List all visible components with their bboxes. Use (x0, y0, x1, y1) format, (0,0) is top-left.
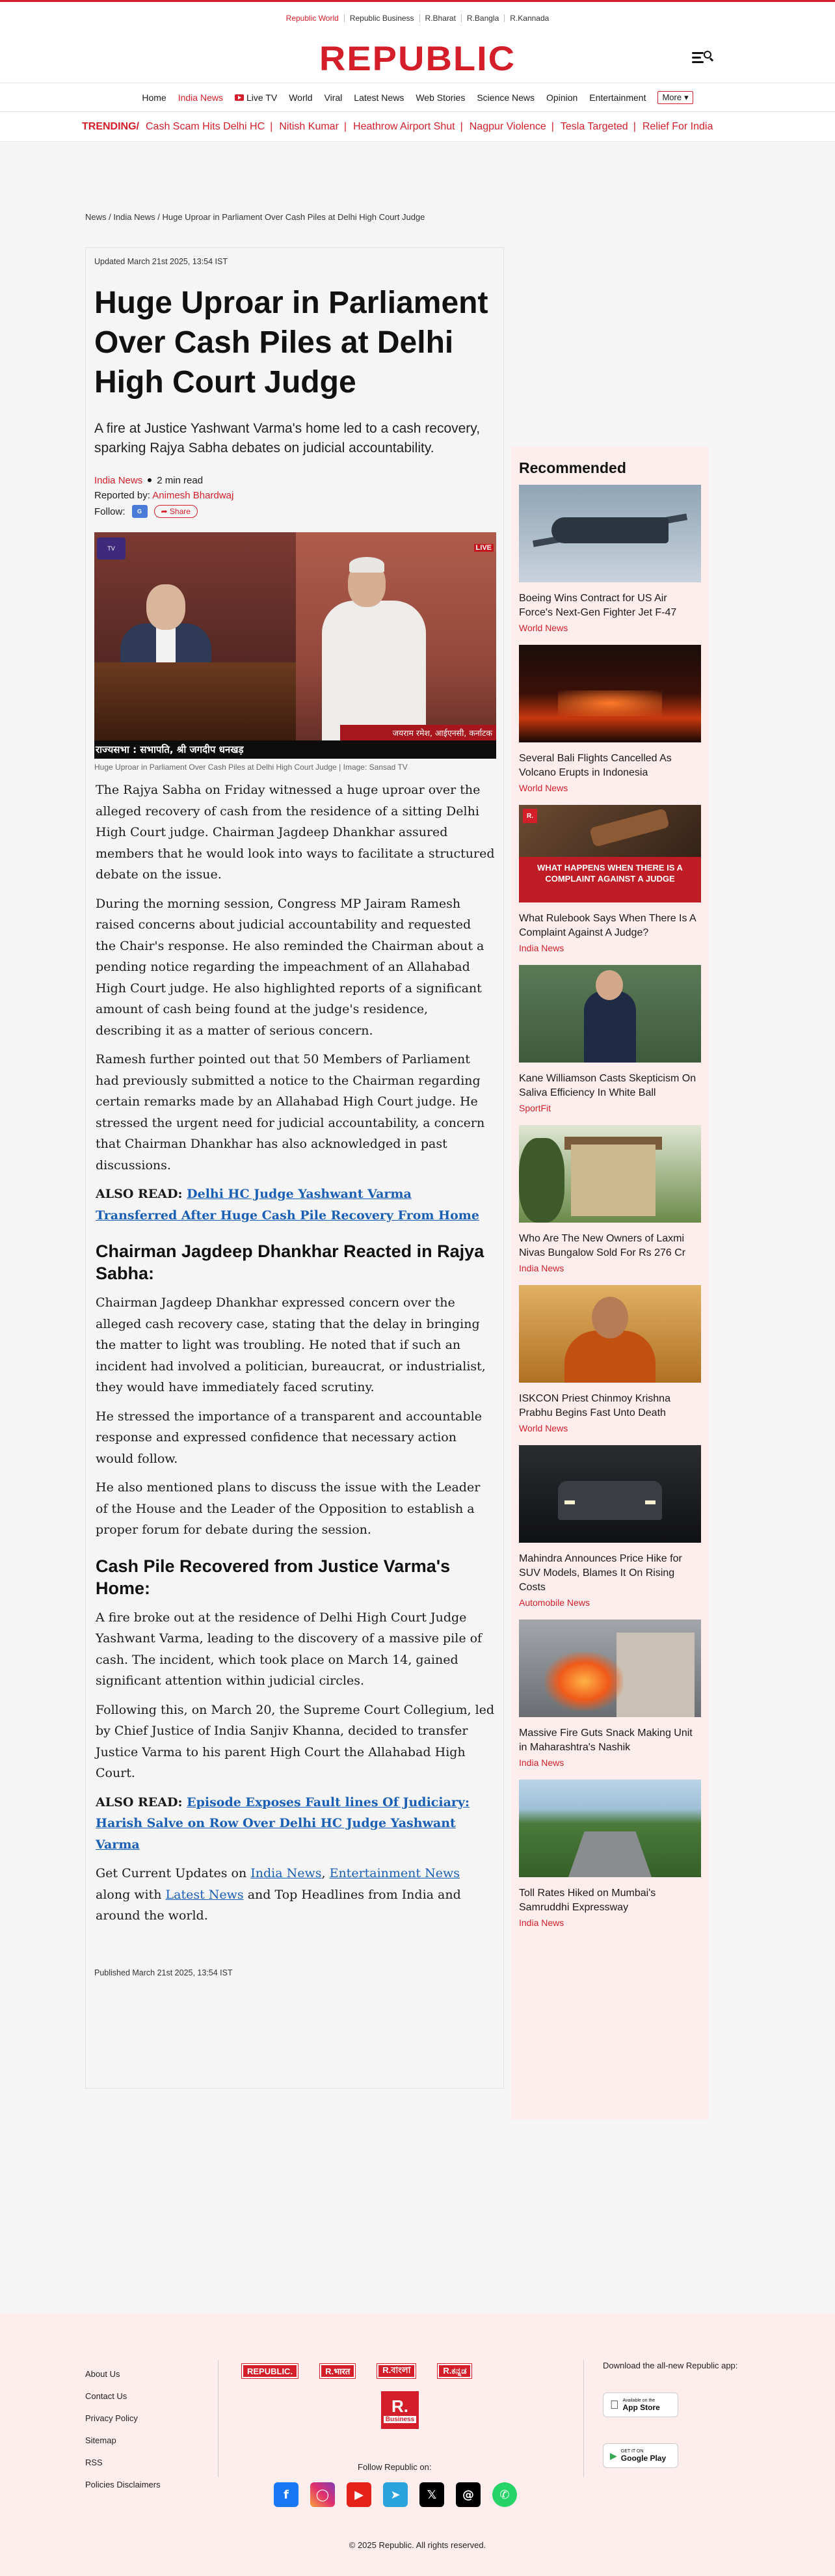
footer-links (85, 2369, 161, 2502)
trending-bar: TRENDING/ Cash Scam Hits Delhi HC | Nitish Kumar | Heathrow Airport Shut | Nagpur Violence | Tesla Targeted | Relief For India (0, 112, 835, 142)
hero-lower-third: राज्यसभा : सभापति, श्री जगदीप धनखड़ (96, 744, 244, 755)
also-read (96, 1792, 495, 1856)
author-link[interactable]: Animesh Bhardwaj (152, 490, 234, 501)
brand-logo-business[interactable] (381, 2391, 419, 2429)
nav-live-tv-label: Live TV (246, 92, 278, 103)
closing-text: along with (96, 1887, 162, 1902)
follow-label: Follow: (94, 506, 126, 517)
menu-search-icon[interactable] (692, 49, 711, 66)
share-label: Share (169, 507, 191, 516)
x-icon[interactable]: 𝕏 (419, 2482, 444, 2507)
recommended-category[interactable]: India News (519, 1918, 564, 1928)
sidebar-title: Recommended (519, 459, 626, 476)
network-links-bar (0, 0, 835, 34)
thumbnail-text: WHAT HAPPENS WHEN THERE IS A COMPLAINT AGAINST A JUDGE (537, 863, 683, 884)
trending-item[interactable]: Tesla Targeted (560, 120, 628, 132)
trending-item[interactable]: Heathrow Airport Shut (353, 120, 455, 132)
nav-more-label: More (662, 92, 682, 102)
section-heading: Chairman Jagdeep Dhankhar Reacted in Rajya Sabha: (96, 1241, 484, 1283)
paragraph: During the morning session, Congress MP Jairam Ramesh raised concerns about judicial accountability and requested the Chair's response. He also reminded the Chairman about a pending notice regarding the impeachment of an Allahabad High Court judge. He also highlighted reports of a significant amount of cash being found at the judge's residence, describing it as a matter of serious concern. (96, 896, 484, 1038)
copyright: © 2025 Republic. All rights reserved. (349, 2540, 486, 2550)
recommended-thumbnail (519, 1285, 701, 1383)
brand-logo-republic[interactable]: REPUBLIC. (242, 2364, 298, 2378)
trending-item[interactable]: Nagpur Violence (469, 120, 546, 132)
nav-viral[interactable]: Viral (324, 92, 343, 103)
live-tv-icon (235, 94, 244, 101)
google-play-small: GET IT ON (620, 2448, 644, 2454)
paragraph: Ramesh further pointed out that 50 Members of Parliament had previously submitted a notice to the Chairman regarding certain remarks made by an Allahabad High Court judge. He stressed the urgent need for judicial accountability, a concern that Chairman Dhankhar has also acknowledged in past discussions. (96, 1052, 485, 1173)
published-timestamp: Published March 21st 2025, 13:54 IST (94, 1968, 233, 1977)
recommended-thumbnail (519, 1445, 701, 1543)
also-read-label: ALSO READ: (96, 1187, 183, 1201)
reported-by-label: Reported by: (94, 490, 150, 501)
image-caption: Huge Uproar in Parliament Over Cash Piles at Delhi High Court Judge | Image: Sansad TV (94, 763, 408, 772)
recommended-item[interactable] (519, 1125, 701, 1273)
network-link-republic-world[interactable]: Republic World (281, 14, 345, 22)
article-headline: Huge Uproar in Parliament Over Cash Piles at Delhi High Court Judge (94, 286, 488, 400)
recommended-title[interactable]: Massive Fire Guts Snack Making Unit in Maharashtra's Nashik (519, 1728, 693, 1753)
footer-link-policies[interactable]: Policies Disclaimers (85, 2480, 161, 2489)
brand-logos (242, 2364, 471, 2378)
paragraph: A fire broke out at the residence of Delhi High Court Judge Yashwant Varma, leading to the discovery of a massive pile of cash. The incident, which took place on March 14, gained significant attention within judicial circles. (96, 1610, 483, 1688)
recommended-title[interactable]: Mahindra Announces Price Hike for SUV Models, Blames It On Rising Costs (519, 1553, 682, 1593)
footer-link-about[interactable]: About Us (85, 2369, 120, 2379)
recommended-item[interactable] (519, 1285, 701, 1433)
chevron-down-icon: ▾ (684, 92, 689, 102)
instagram-icon[interactable]: ◯ (310, 2482, 335, 2507)
recommended-item[interactable] (519, 485, 701, 633)
paragraph: Chairman Jagdeep Dhankhar expressed concern over the alleged cash recovery case, stating that the delay in bringing the matter to light was troubling. He noted that if such an incident had involved a politician, bureaucrat, or industrialist, they would have immediately faced scrutiny. (96, 1295, 486, 1394)
main-nav (0, 83, 835, 112)
also-read-link[interactable]: Delhi HC Judge Yashwant Varma Transferred After Huge Cash Pile Recovery From Home (96, 1187, 479, 1223)
nav-opinion[interactable]: Opinion (546, 92, 578, 103)
recommended-title[interactable]: Toll Rates Hiked on Mumbai's Samruddhi Expressway (519, 1888, 656, 1913)
article-body (94, 780, 495, 1927)
hero-name-caption: जयराम रमेश, आईएनसी, कर्नाटक (392, 728, 492, 738)
recommended-title[interactable]: Kane Williamson Casts Skepticism On Saliva Efficiency In White Ball (519, 1073, 696, 1098)
india-news-link[interactable]: India News (250, 1866, 322, 1880)
paragraph: He stressed the importance of a transparent and accountable response and expressed confidence that necessary action would follow. (96, 1409, 482, 1466)
nav-science-news[interactable]: Science News (477, 92, 535, 103)
recommended-title[interactable]: Boeing Wins Contract for US Air Force's Next-Gen Fighter Jet F-47 (519, 593, 677, 618)
trending-item[interactable]: Cash Scam Hits Delhi HC (146, 120, 265, 132)
recommended-category[interactable]: World News (519, 1423, 568, 1433)
article-card (85, 247, 504, 2089)
entertainment-news-link[interactable]: Entertainment News (329, 1866, 460, 1880)
footer-link-privacy[interactable]: Privacy Policy (85, 2413, 138, 2423)
closing-paragraph (96, 1863, 495, 1927)
paragraph: Following this, on March 20, the Supreme Court Collegium, led by Chief Justice of India Sanjiv Khanna, decided to transfer Justice Varma to his parent High Court the Allahabad High Court. (96, 1702, 495, 1780)
section-heading: Cash Pile Recovered from Justice Varma's Home: (96, 1556, 451, 1598)
nav-home[interactable]: Home (142, 92, 166, 103)
recommended-thumbnail (519, 1125, 701, 1223)
also-read-label: ALSO READ: (96, 1795, 183, 1810)
site-footer (0, 2313, 835, 2576)
google-play-big: Google Play (620, 2453, 667, 2463)
article-subtitle: A fire at Justice Yashwant Varma's home led to a cash recovery, sparking Rajya Sabha debates on judicial accountability. (94, 421, 481, 455)
recommended-title[interactable]: Who Are The New Owners of Laxmi Nivas Bungalow Sold For Rs 276 Cr (519, 1233, 686, 1258)
read-time: 2 min read (157, 475, 204, 486)
recommended-category[interactable]: India News (519, 1757, 564, 1768)
google-play-button[interactable] (603, 2443, 678, 2468)
recommended-category[interactable]: World News (519, 623, 568, 633)
recommended-category[interactable]: World News (519, 783, 568, 793)
network-link-r-kannada[interactable]: R.Kannada (510, 13, 550, 23)
paragraph: The Rajya Sabha on Friday witnessed a huge uproar over the alleged recovery of cash from the residence of a sitting Delhi High Court judge. Chairman Jagdeep Dhankhar assured members that he would look into ways to facilitate a structured debate on the issue. (96, 783, 495, 882)
recommended-sidebar (511, 446, 709, 2120)
closing-text: and Top Headlines from India and around the world. (96, 1887, 461, 1923)
recommended-category[interactable]: Automobile News (519, 1597, 590, 1608)
trending-item[interactable]: Nitish Kumar (279, 120, 339, 132)
recommended-thumbnail (519, 965, 701, 1063)
recommended-category[interactable]: India News (519, 943, 564, 953)
threads-icon[interactable]: @ (456, 2482, 481, 2507)
closing-text: Get Current Updates on (96, 1866, 247, 1880)
app-store-button[interactable] (603, 2393, 678, 2417)
recommended-thumbnail (519, 1620, 701, 1717)
footer-link-contact[interactable]: Contact Us (85, 2391, 127, 2401)
recommended-item[interactable] (519, 1445, 701, 1608)
recommended-thumbnail (519, 485, 701, 582)
footer-link-rss[interactable]: RSS (85, 2458, 103, 2467)
whatsapp-icon[interactable]: ✆ (492, 2482, 517, 2507)
article-hero-image (94, 532, 496, 759)
recommended-thumbnail (519, 645, 701, 742)
updated-timestamp: Updated March 21st 2025, 13:54 IST (94, 257, 228, 266)
site-logo[interactable]: REPUBLIC (319, 38, 516, 78)
recommended-title[interactable]: ISKCON Priest Chinmoy Krishna Prabhu Begins Fast Unto Death (519, 1393, 670, 1418)
sansad-tv-logo: TV (97, 537, 126, 560)
recommended-item[interactable] (519, 965, 701, 1113)
network-link-r-bangla[interactable]: R.Bangla (462, 14, 505, 22)
recommended-item[interactable] (519, 1780, 701, 1928)
trending-item[interactable]: Relief For India (642, 120, 713, 132)
telegram-icon[interactable]: ➤ (383, 2482, 408, 2507)
also-read-link[interactable]: Episode Exposes Fault lines Of Judiciary: Harish Salve on Row Over Delhi HC Judge Yashwant Varma (96, 1795, 470, 1852)
youtube-icon[interactable]: ▶ (347, 2482, 371, 2507)
google-play-icon: ▶ (610, 2450, 617, 2461)
social-icons (274, 2482, 517, 2507)
recommended-title[interactable]: Several Bali Flights Cancelled As Volcano Erupts in Indonesia (519, 753, 672, 778)
brand-logo-bharat[interactable]: R.भारत (320, 2364, 355, 2378)
latest-news-link[interactable]: Latest News (165, 1887, 244, 1902)
google-news-icon[interactable]: G (132, 505, 148, 518)
recommended-item[interactable] (519, 1620, 701, 1768)
trending-label: TRENDING/ (82, 120, 139, 132)
recommended-thumbnail: R. WHAT HAPPENS WHEN THERE IS A COMPLAINT AGAINST A JUDGE (519, 805, 701, 902)
app-store-big: App Store (614, 2402, 652, 2412)
nav-live-tv[interactable] (235, 92, 277, 103)
app-store-small: Available on the (614, 2398, 646, 2403)
paragraph: He also mentioned plans to discuss the issue with the Leader of the House and the Leader of the Opposition to establish a proper forum for debate during the session. (96, 1480, 481, 1537)
nav-web-stories[interactable]: Web Stories (416, 92, 466, 103)
apple-icon (610, 2398, 619, 2412)
recommended-item[interactable] (519, 645, 701, 793)
recommended-category[interactable]: India News (519, 1263, 564, 1273)
breadcrumb[interactable]: News / India News / Huge Uproar in Parliament Over Cash Piles at Delhi High Court Judge (85, 212, 425, 222)
reported-by (94, 490, 495, 501)
nav-latest-news[interactable]: Latest News (354, 92, 404, 103)
recommended-category[interactable]: SportFit (519, 1103, 551, 1113)
footer-link-sitemap[interactable]: Sitemap (85, 2435, 116, 2445)
follow-row (94, 505, 495, 518)
network-link-republic-business[interactable]: Republic Business (345, 14, 420, 22)
live-badge: LIVE (474, 544, 494, 552)
nav-world[interactable]: World (289, 92, 313, 103)
closing-sep: , (321, 1866, 326, 1880)
download-app-label: Download the all-new Republic app: (603, 2361, 738, 2370)
article-category-link[interactable]: India News (94, 475, 143, 486)
nav-entertainment[interactable]: Entertainment (589, 92, 646, 103)
article-meta (94, 475, 495, 486)
business-logo-letter: R. (391, 2396, 408, 2416)
recommended-item[interactable] (519, 805, 701, 953)
brand-logo-kannada[interactable]: R.ಕನ್ನಡ (438, 2364, 471, 2378)
share-button[interactable] (154, 505, 198, 518)
share-icon: ➦ (161, 507, 168, 516)
facebook-icon[interactable]: f (274, 2482, 298, 2507)
brand-logo-bangla[interactable]: R.বাংলা (377, 2364, 416, 2378)
recommended-title[interactable]: What Rulebook Says When There Is A Complaint Against A Judge? (519, 913, 696, 938)
business-logo-word: Business (384, 2416, 416, 2423)
nav-more-button[interactable] (657, 91, 693, 104)
nav-india-news[interactable]: India News (178, 92, 223, 103)
masthead (0, 34, 835, 83)
follow-label: Follow Republic on: (358, 2462, 432, 2472)
recommended-thumbnail (519, 1780, 701, 1877)
network-link-r-bharat[interactable]: R.Bharat (420, 14, 462, 22)
also-read (96, 1184, 495, 1226)
